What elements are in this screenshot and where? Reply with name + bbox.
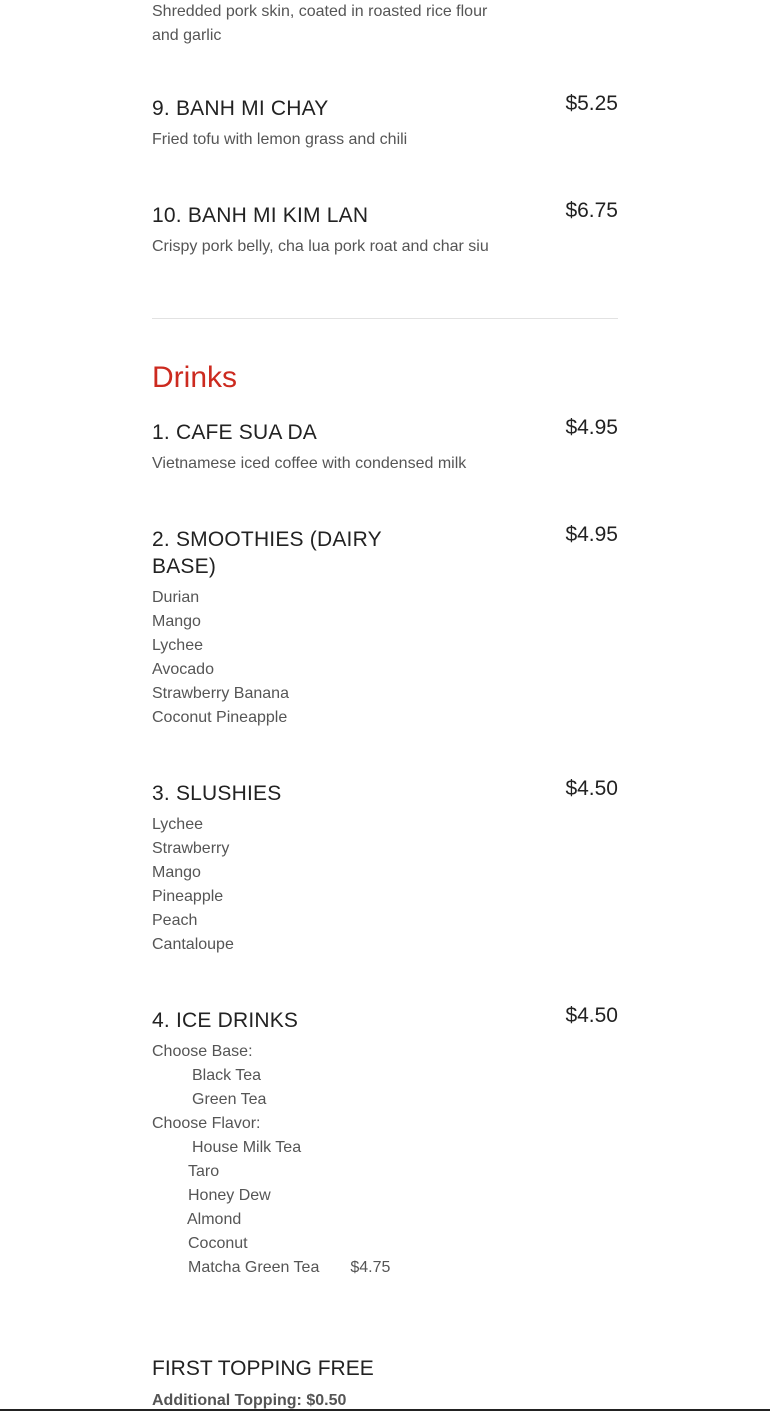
item-name: 4. ICE DRINKS [152, 1009, 299, 1032]
item-options [152, 1040, 618, 1280]
base-label: Choose Base: [152, 1043, 253, 1060]
flavor-option: Taro [188, 1163, 220, 1180]
item-name: 2. SMOOTHIES (DAIRY BASE) [152, 528, 382, 578]
description-line: Shredded pork skin, coated in roasted rice flour [152, 3, 488, 20]
menu-item-slushies [152, 777, 618, 957]
menu-item-smoothies [152, 523, 618, 730]
flavor-option-name: Matcha Green Tea [188, 1259, 320, 1276]
option-item: Coconut Pineapple [152, 709, 288, 726]
option-item: Durian [152, 589, 200, 606]
option-item: Lychee [152, 637, 203, 654]
flavor-label: Choose Flavor: [152, 1115, 261, 1132]
flavor-option: Almond [187, 1211, 242, 1228]
option-item: Strawberry [152, 840, 230, 857]
option-item: Cantaloupe [152, 936, 234, 953]
flavor-option-matcha [152, 1256, 618, 1280]
item-price: $4.50 [565, 777, 618, 800]
item-price: $4.95 [565, 523, 618, 546]
item-name: 9. BANH MI CHAY [152, 97, 329, 120]
menu-item-banh-mi-chay [152, 92, 618, 152]
flavor-option: Honey Dew [188, 1187, 271, 1204]
item-name: 3. SLUSHIES [152, 782, 282, 805]
item-description: Crispy pork belly, cha lua pork roat and char siu [152, 238, 489, 255]
section-title-drinks: Drinks [152, 361, 238, 394]
item-price: $4.95 [565, 416, 618, 439]
item-price: $6.75 [565, 199, 618, 222]
flavor-option: House Milk Tea [192, 1139, 302, 1156]
item-name: 10. BANH MI KIM LAN [152, 204, 369, 227]
item-options [152, 813, 618, 957]
item-price: $4.50 [565, 1004, 618, 1027]
base-option: Black Tea [192, 1067, 262, 1084]
item-options [152, 586, 618, 730]
option-item: Pineapple [152, 888, 224, 905]
menu-item-cafe-sua-da [152, 416, 618, 476]
option-item: Avocado [152, 661, 214, 678]
option-item: Lychee [152, 816, 203, 833]
item-8-description [152, 0, 502, 48]
menu-item-banh-mi-kim-lan [152, 199, 618, 259]
item-description: Fried tofu with lemon grass and chili [152, 131, 408, 148]
base-option: Green Tea [192, 1091, 267, 1108]
item-description: Vietnamese iced coffee with condensed milk [152, 455, 467, 472]
flavor-option-price: $4.75 [350, 1259, 391, 1276]
menu-item-ice-drinks [152, 1004, 618, 1280]
flavor-option: Coconut [188, 1235, 248, 1252]
section-divider [152, 318, 618, 319]
option-item: Mango [152, 613, 201, 630]
additional-topping: Additional Topping: $0.50 [152, 1392, 347, 1409]
topping-title: FIRST TOPPING FREE [152, 1357, 374, 1380]
item-price: $5.25 [565, 92, 618, 115]
option-item: Strawberry Banana [152, 685, 289, 702]
option-item: Mango [152, 864, 201, 881]
option-item: Peach [152, 912, 198, 929]
description-line: and garlic [152, 27, 222, 44]
item-name: 1. CAFE SUA DA [152, 421, 318, 444]
